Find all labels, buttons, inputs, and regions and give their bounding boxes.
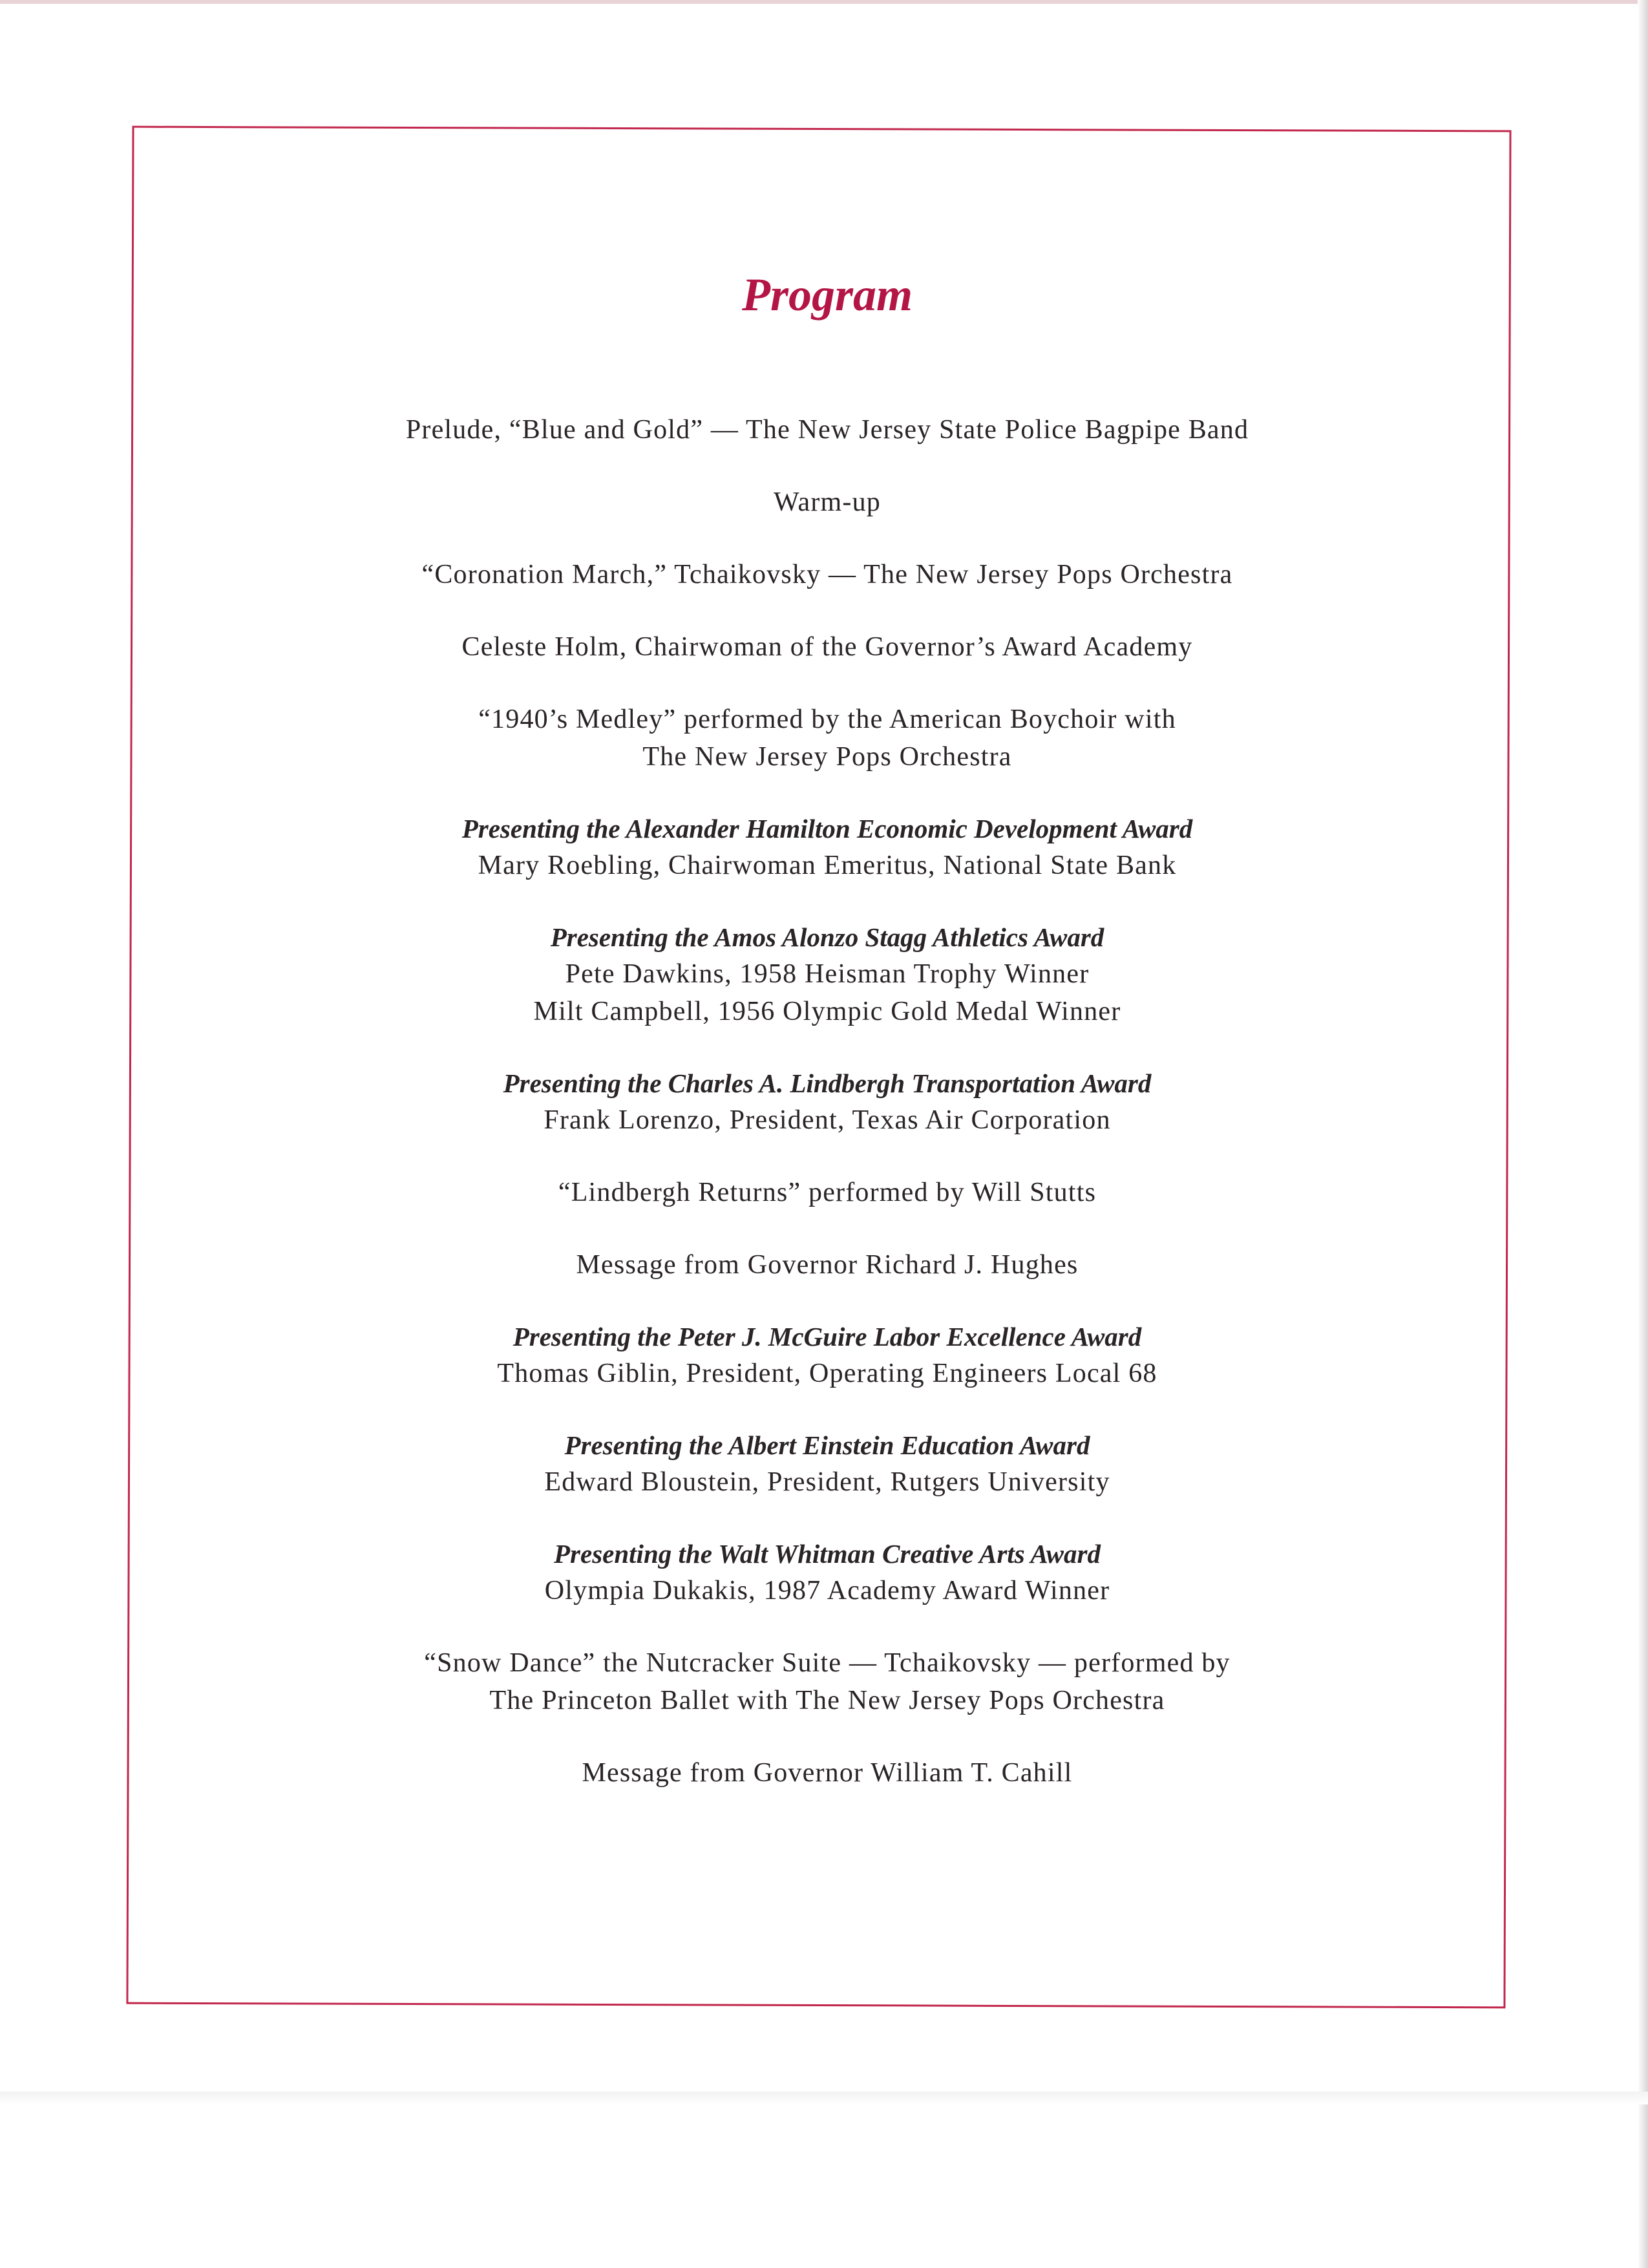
lindbergh-award-heading: Presenting the Charles A. Lindbergh Transportation Award bbox=[503, 1068, 1152, 1098]
medley-line-1: “1940’s Medley” performed by the American Boychoir with bbox=[478, 705, 1176, 734]
snow-dance-line-1: “Snow Dance” the Nutcracker Suite — Tchaikovsky — performed by bbox=[424, 1648, 1231, 1678]
whitman-presenter: Olympia Dukakis, 1987 Academy Award Winner bbox=[544, 1576, 1110, 1606]
page-title: Program bbox=[741, 269, 913, 321]
einstein-presenter: Edward Bloustein, President, Rutgers University bbox=[544, 1467, 1110, 1497]
stagg-award-heading: Presenting the Amos Alonzo Stagg Athletics Award bbox=[550, 922, 1104, 952]
page-top-edge bbox=[0, 0, 1648, 4]
program-item-lindbergh bbox=[271, 1065, 1383, 1139]
program-content bbox=[271, 271, 1383, 1827]
hamilton-presenter: Mary Roebling, Chairwoman Emeritus, National State Bank bbox=[478, 851, 1177, 880]
program-item-hamilton bbox=[271, 811, 1383, 884]
page-bottom-shade bbox=[0, 2092, 1648, 2104]
prelude-line: Prelude, “Blue and Gold” — The New Jersey State Police Bagpipe Band bbox=[405, 415, 1249, 445]
celeste-line: Celeste Holm, Chairwoman of the Governor’s Award Academy bbox=[461, 632, 1193, 662]
medley-line-2: The New Jersey Pops Orchestra bbox=[642, 742, 1012, 772]
program-item-medley bbox=[271, 701, 1383, 776]
lindbergh-returns-line: “Lindbergh Returns” performed by Will Stutts bbox=[558, 1178, 1097, 1207]
program-item-celeste bbox=[271, 628, 1383, 666]
program-item-stagg bbox=[271, 919, 1383, 1030]
program-item-mcguire bbox=[271, 1319, 1383, 1392]
program-item-snow-dance bbox=[271, 1644, 1383, 1719]
program-item-whitman bbox=[271, 1536, 1383, 1609]
mcguire-presenter: Thomas Giblin, President, Operating Engineers Local 68 bbox=[497, 1359, 1157, 1388]
hughes-message-line: Message from Governor Richard J. Hughes bbox=[576, 1250, 1079, 1280]
program-item-hughes bbox=[271, 1246, 1383, 1284]
lindbergh-presenter: Frank Lorenzo, President, Texas Air Corporation bbox=[544, 1105, 1111, 1135]
whitman-award-heading: Presenting the Walt Whitman Creative Arts Award bbox=[554, 1539, 1101, 1569]
program-item-warmup bbox=[271, 483, 1383, 521]
stagg-presenter-1: Pete Dawkins, 1958 Heisman Trophy Winner bbox=[565, 959, 1090, 989]
snow-dance-line-2: The Princeton Ballet with The New Jersey Pops Orchestra bbox=[489, 1686, 1165, 1715]
program-item-coronation bbox=[271, 556, 1383, 593]
program-item-einstein bbox=[271, 1427, 1383, 1501]
warmup-line: Warm-up bbox=[774, 487, 881, 517]
program-item-lindbergh-returns bbox=[271, 1174, 1383, 1211]
cahill-message-line: Message from Governor William T. Cahill bbox=[582, 1758, 1073, 1788]
stagg-presenter-2: Milt Campbell, 1956 Olympic Gold Medal Winner bbox=[533, 997, 1121, 1026]
page-right-edge bbox=[1638, 0, 1648, 2268]
mcguire-award-heading: Presenting the Peter J. McGuire Labor Excellence Award bbox=[512, 1322, 1142, 1351]
hamilton-award-heading: Presenting the Alexander Hamilton Economic Development Award bbox=[461, 814, 1193, 843]
coronation-line: “Coronation March,” Tchaikovsky — The New Jersey Pops Orchestra bbox=[421, 560, 1233, 589]
program-item-cahill bbox=[271, 1754, 1383, 1792]
einstein-award-heading: Presenting the Albert Einstein Education Award bbox=[564, 1430, 1090, 1460]
program-item-prelude bbox=[271, 411, 1383, 449]
